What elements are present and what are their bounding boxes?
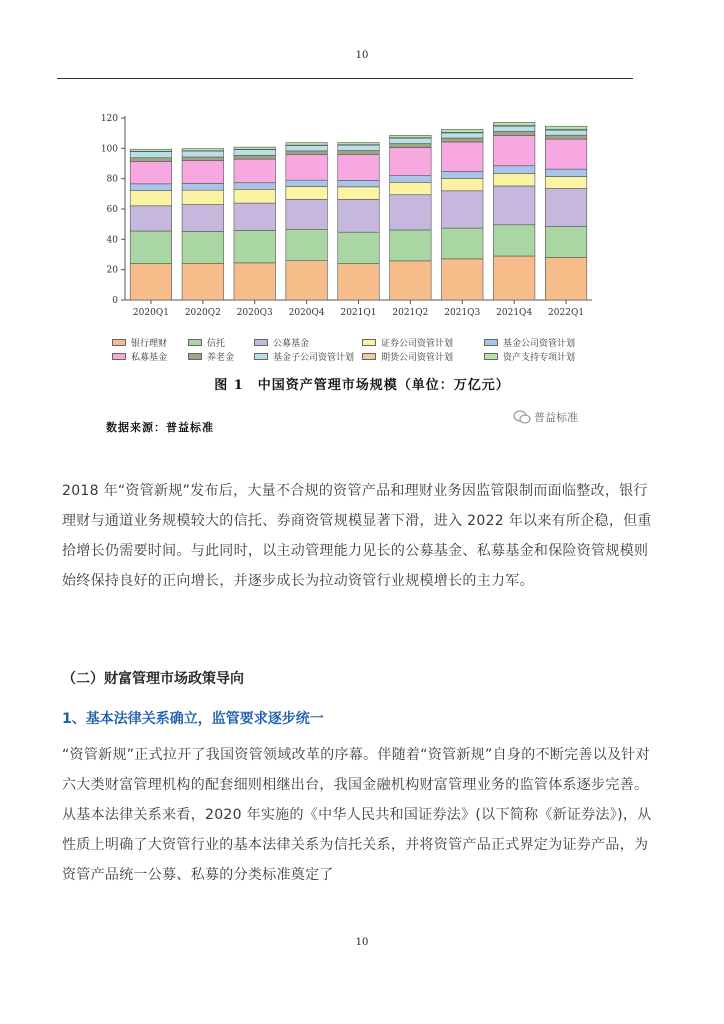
bar-segment — [182, 263, 224, 300]
bar-segment — [286, 230, 328, 261]
x-tick-label: 2020Q1 — [132, 308, 169, 318]
bar-segment — [338, 143, 380, 145]
legend-label: 养老金 — [207, 352, 235, 363]
bar-segment — [182, 151, 224, 157]
wechat-icon — [513, 410, 531, 424]
y-tick-label: 40 — [106, 235, 118, 246]
legend-label: 资产支持专项计划 — [503, 352, 576, 363]
bar-segment — [182, 190, 224, 204]
bar-segment — [545, 189, 587, 227]
bar-segment — [182, 157, 224, 161]
bar-segment — [493, 256, 535, 300]
legend-swatch — [484, 353, 498, 360]
bar-segment — [234, 159, 276, 183]
y-tick-label: 120 — [100, 114, 118, 124]
watermark — [513, 409, 578, 425]
bar-segment — [234, 147, 276, 149]
bar-segment — [338, 187, 380, 200]
bar-segment — [338, 199, 380, 232]
bar-segment — [130, 231, 172, 264]
y-tick-label: 80 — [106, 174, 118, 185]
x-tick-label: 2022Q1 — [548, 308, 585, 318]
body-paragraph-1: 2018 年“资管新规”发布后，大量不合规的资管产品和理财业务因监管限制而面临整改，银行理财与通道业务规模较大的信托、券商资管规模显著下滑，进入 2022 年以来有所企稳，但重拾增长仍需要时间。与此同时，以主动管理能力见长的公募基金、私募基金和保险资管规模则始终保持良好的正向增长，并逐步成长为拉动资管行业规模增长的主力军。 — [62, 483, 652, 589]
bar-segment — [442, 129, 484, 132]
legend-item — [254, 335, 362, 349]
bar-segment — [545, 130, 587, 135]
bar-segment — [130, 152, 172, 158]
bar-segment — [338, 151, 380, 155]
bar-segment — [545, 126, 587, 129]
legend-item — [112, 349, 188, 363]
bar-segment — [234, 263, 276, 300]
bar-segment — [130, 184, 172, 191]
page-number-top: 10 — [355, 50, 369, 61]
bar-segment — [442, 172, 484, 179]
bar-segment — [182, 161, 224, 184]
bar-segment — [234, 189, 276, 203]
x-tick-label: 2020Q4 — [288, 308, 325, 318]
bar-segment — [234, 155, 276, 159]
legend-swatch — [254, 339, 268, 346]
legend-label: 公募基金 — [273, 338, 310, 349]
bar-segment — [390, 148, 432, 176]
legend-row — [112, 335, 612, 349]
legend-swatch — [188, 353, 202, 360]
x-tick-label: 2021Q4 — [496, 308, 533, 318]
bar-segment — [338, 154, 380, 180]
bar-segment — [493, 122, 535, 125]
legend-label: 期货公司资管计划 — [381, 352, 454, 363]
legend-item — [484, 335, 604, 349]
bar-segment — [493, 166, 535, 174]
bar-segment — [545, 258, 587, 300]
bar-segment — [338, 232, 380, 263]
legend-label: 基金子公司资管计划 — [273, 352, 355, 363]
bar-segment — [234, 231, 276, 263]
x-tick-label: 2021Q3 — [444, 308, 481, 318]
watermark-text: 普益标准 — [534, 411, 578, 424]
bar-segment — [493, 131, 535, 135]
legend-swatch — [484, 339, 498, 346]
bar-segment — [390, 144, 432, 148]
bar-segment — [286, 143, 328, 145]
y-tick-label: 60 — [106, 205, 118, 215]
bar-segment — [234, 183, 276, 190]
legend-item — [484, 349, 604, 363]
bar-segment — [390, 138, 432, 143]
bar-segment — [442, 142, 484, 172]
chart-legend — [112, 335, 612, 363]
bar-segment — [130, 191, 172, 206]
bar-segment — [390, 195, 432, 230]
legend-item — [362, 349, 484, 363]
bar-segment — [234, 150, 276, 156]
bar-segment — [130, 158, 172, 162]
bar-segment — [493, 186, 535, 225]
bar-segment — [338, 264, 380, 300]
bar-segment — [286, 145, 328, 150]
bar-segment — [545, 177, 587, 189]
bar-segment — [390, 261, 432, 300]
legend-swatch — [112, 353, 126, 360]
bar-segment — [442, 138, 484, 142]
legend-label: 证券公司资管计划 — [381, 338, 454, 349]
y-tick-label: 100 — [100, 144, 118, 155]
bar-segment — [390, 230, 432, 261]
bar-segment — [390, 182, 432, 194]
bar-segment — [545, 135, 587, 139]
bar-segment — [130, 264, 172, 300]
legend-label: 银行理财 — [131, 338, 168, 349]
legend-label: 基金公司资管计划 — [503, 338, 576, 349]
section-heading: （二）财富管理市场政策导向 — [62, 671, 244, 687]
legend-item — [254, 349, 362, 363]
legend-swatch — [362, 339, 376, 346]
subsection-heading: 1、基本法律关系确立，监管要求逐步统一 — [62, 711, 324, 727]
bar-segment — [130, 161, 172, 183]
bar-segment — [442, 228, 484, 259]
bar-segment — [286, 187, 328, 200]
legend-item — [188, 349, 254, 363]
figure-caption: 图 1 中国资产管理市场规模（单位：万亿元） — [214, 378, 510, 393]
bar-segment — [442, 191, 484, 228]
legend-swatch — [254, 353, 268, 360]
x-tick-label: 2020Q3 — [236, 308, 273, 318]
legend-item — [112, 335, 188, 349]
legend-row — [112, 349, 612, 363]
bar-segment — [182, 205, 224, 232]
bar-segment — [286, 199, 328, 229]
stacked-bar-chart — [57, 108, 617, 333]
x-tick-label: 2020Q2 — [184, 308, 221, 318]
bar-segment — [493, 173, 535, 186]
bar-segment — [493, 225, 535, 256]
bar-segment — [286, 261, 328, 300]
legend-label: 信托 — [207, 338, 226, 349]
body-paragraph-2: “资管新规”正式拉开了我国资管领域改革的序幕。伴随着“资管新规”自身的不断完善以及针对六大类财富管理机构的配套细则相继出台，我国金融机构财富管理业务的监管体系逐步完善。从基本法律关系来看，2020 年实施的《中华人民共和国证券法》(以下简称《新证券法》)，从性质上明确了大资管行业的基本法律关系为信托关系，并将资管产品正式界定为证券产品，为资管产品统一公募、私募的分类标准奠定了 — [62, 747, 652, 883]
bar-segment — [493, 126, 535, 131]
legend-item — [362, 335, 484, 349]
y-tick-label: 20 — [106, 265, 118, 276]
bar-segment — [286, 180, 328, 186]
page-number-bottom: 10 — [355, 937, 369, 948]
bar-segment — [286, 155, 328, 180]
header-divider — [57, 78, 633, 79]
bar-segment — [338, 145, 380, 150]
bar-segment — [338, 180, 380, 187]
x-tick-label: 2021Q1 — [340, 308, 377, 318]
x-tick-label: 2021Q2 — [392, 308, 429, 318]
bar-segment — [390, 176, 432, 183]
y-tick-label: 0 — [112, 296, 118, 306]
bar-segment — [234, 203, 276, 230]
bar-segment — [286, 151, 328, 155]
bar-segment — [545, 169, 587, 176]
bar-segment — [493, 135, 535, 165]
data-source: 数据来源：普益标准 — [106, 421, 214, 434]
bar-segment — [545, 227, 587, 258]
bar-segment — [182, 231, 224, 263]
bar-segment — [130, 206, 172, 231]
bar-segment — [182, 149, 224, 151]
legend-item — [188, 335, 254, 349]
bar-segment — [545, 139, 587, 169]
bar-segment — [390, 135, 432, 137]
bar-segment — [130, 149, 172, 151]
bar-segment — [182, 183, 224, 190]
bar-segment — [442, 178, 484, 190]
legend-swatch — [112, 339, 126, 346]
legend-swatch — [188, 339, 202, 346]
bar-segment — [442, 133, 484, 138]
legend-label: 私募基金 — [131, 352, 168, 363]
legend-swatch — [362, 353, 376, 360]
bar-segment — [442, 259, 484, 300]
